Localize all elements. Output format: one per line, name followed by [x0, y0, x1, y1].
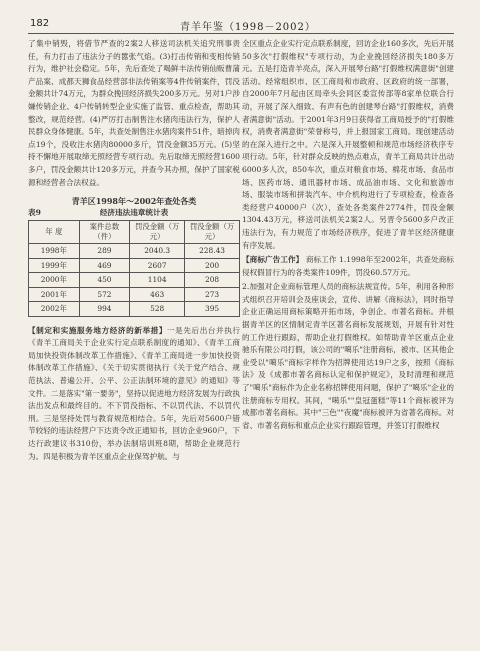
- table-cell: 2607: [130, 258, 185, 273]
- col-header-fine: 罚没金额（万元）: [185, 221, 240, 244]
- section-title-new-measures: 【制定和实施服务地方经济的新举措】: [28, 325, 167, 335]
- col-header-cases: 案件总数（件）: [79, 221, 130, 244]
- table-cell: 289: [79, 244, 130, 259]
- table-header-row: [29, 221, 240, 244]
- stats-table: [28, 220, 240, 317]
- table-cell: 228.43: [185, 244, 240, 259]
- col-header-year: 年 度: [29, 221, 80, 244]
- table-cell: 994: [79, 302, 130, 317]
- table-row: [29, 302, 240, 317]
- table-cell: 572: [79, 287, 130, 302]
- trademark-point-1: 1.1998年至2002年，共查处商标侵权假冒行为的各类案件109件，罚没60.57万元。: [242, 255, 454, 277]
- table-cell: 450: [79, 273, 130, 288]
- table-subtitle-row: [28, 207, 240, 220]
- left-paragraph-1: 了集中销毁，将借节严查的2案2人移送司法机关追究刑事责任，有力打击了违法分子的嚣张气焰。(3)打击传销和变相传销行为，维护社会稳定。5年，先后查处了喝鲜丰法传销仙贩曹蒲产品案、成都天狮食品经营部非法传销案等4件传销案件，罚没金额共计74万元，为群众挽回经济损失200多万元。另对1户涉嫌传销企业、4户传销转型企业实施了监管、重点检查，帮助其整改，规范经营。(4)严厉打击制售注水猪肉违法行为，保护人民群众身体健康。5年，共查处制售注水猪肉案件51件，暗掉肉点19个，没收注水猪肉80000多斤，罚没金额35万元。(5)坚持不懈地开展取缔无照经营专项行动。先后取缔无照经营1600多户，罚没金额共计120多万元，并查今其办照，保护了国家税源和经营者合法权益。: [28, 39, 240, 187]
- table-cell: 1104: [130, 273, 185, 288]
- header-rule: [28, 33, 454, 34]
- right-paragraph-1: 全区重点企业实行定点联系制度，回访企业160多次，先后开展50多次"打假维权"专项行动，为企业挽回经济损失180多万元。五是打造青羊亮点，深入开展琴台路"打假维权满意街"创建活动。经常组织市、区工商局和市政府、区政府的统一部署，自2000年7月起由区局牵头会同区委宣传部等8家单位联合行动，开展了深入细致、有声有色的创建琴台路"打假维权，消费者满意街"活动。于2001年3月9日获得省工商局授予的"打假维权，消费者满意街"荣誉称号，并上报国家工商局。现创建活动的在深入进行之中。六是深入开展整顿和规范市场经济秩序专项行动。5年，针对群众反映的热点难点，青羊工商局共计出动6000多人次，850车次，重点对粮食市场、棉花市场、食品市场、医药市场、通讯器材市场、成品油市场、文化和旅游市场、服装市场和拼装汽车、中介机构进行了专项检查，检查各类经营户40000户（次），查处各类案件2774件，罚没金额1304.43万元，移送司法机关2案2人。另晋令5600多户改正违法行为，有力规范了市场经济秩序，促进了青羊区经济健康有序发展。: [242, 39, 455, 250]
- table-number: 表9: [28, 208, 41, 218]
- left-paragraph-2-body: 一是先后出台并执行《青羊工商局关于企业实行定点联系制度的通知》、《青羊工商局加快投资体制改革工作措施》、《青羊工商局进一步加快投资体制改革工作措施》、《关于切实贯彻执行《关于党产结合、规范执法、普遍公开、公平、公正法制环境的意见》的通知》等文件。二是落实"第一要务"，坚持以促进地方经济发展为行政执法出发点和最终目的。不下罚没指标、不以罚代法、不以罚代刑。三是坚持处罚与教育规范相结合。5年，先后对5600户错节较轻的违法经营户下达责令改正通知书，回访企业960户，下达行政建议书310份，举办法制培训班8期，帮助企业规范行为。四是积极为青羊区重点企业保驾护航。与: [28, 325, 241, 461]
- table-row: [29, 244, 240, 259]
- table-row: [29, 258, 240, 273]
- table-cell: 273: [185, 287, 240, 302]
- running-title: 青羊年鉴（1998－2002）: [180, 22, 316, 33]
- page-header: [30, 18, 452, 34]
- table-cell: 528: [130, 302, 185, 317]
- table-row: [29, 287, 240, 302]
- trademark-paragraph-2: 2.加强对企业商标管理人员的商标法规宣传。5年，利用各种形式组织召开培训会及座谈会，宣传、讲解《商标法》，同时指导企业正确运用商标策略开拓市场，争创企、市著名商标。并根据青羊区的区情制定青羊区著名商标发展规划，开展有针对性的工作进行跟踪，帮助企业打假维权。如帮助青羊区重点企业驰乐有限公司打假，该公司的"噶乐"注册商标，被市、区其他企业受以"噶乐"商标字样作为招牌使用达19户之多，按照《商标法》及《成都市著名商标认定和保护规定》，及时清理和规范了"噶乐"商标作为企业名称招牌使用问题，保护了"噶乐"企业的注册商标专用权。其间，"噶乐""皇冠蛋糕"等11个商标被评为成都市著名商标。其中"三色""夜魔"商标被评为省著名商标。对省、市著名商标和重点企业实行跟踪管理，并签订打假维权: [242, 282, 455, 430]
- page-number: 182: [30, 18, 50, 29]
- left-column: [28, 38, 240, 465]
- table-cell: 2002年: [29, 302, 80, 317]
- left-paragraph-2: [28, 325, 240, 464]
- table-cell: 395: [185, 302, 240, 317]
- table-row: [29, 273, 240, 288]
- table-cell: 463: [130, 287, 185, 302]
- table-cell: 2000年: [29, 273, 80, 288]
- table-cell: 469: [79, 258, 130, 273]
- col-header-amount: 罚没金额（万元）: [130, 221, 185, 244]
- trademark-paragraph-1: [242, 254, 454, 279]
- table-cell: 2001年: [29, 287, 80, 302]
- table-cell: 1998年: [29, 244, 80, 259]
- table-cell: 1999年: [29, 258, 80, 273]
- trademark-subheading: 商标工作: [305, 255, 337, 265]
- table-cell: 200: [185, 258, 240, 273]
- table-subtitle: 经济违法违章统计表: [99, 208, 169, 218]
- table-title: 青羊区1998年～2002年查处各类: [71, 196, 197, 207]
- table-cell: 2040.3: [130, 244, 185, 259]
- right-column: [242, 38, 454, 434]
- section-title-trademark: 【商标广告工作】: [242, 255, 304, 265]
- table-cell: 208: [185, 273, 240, 288]
